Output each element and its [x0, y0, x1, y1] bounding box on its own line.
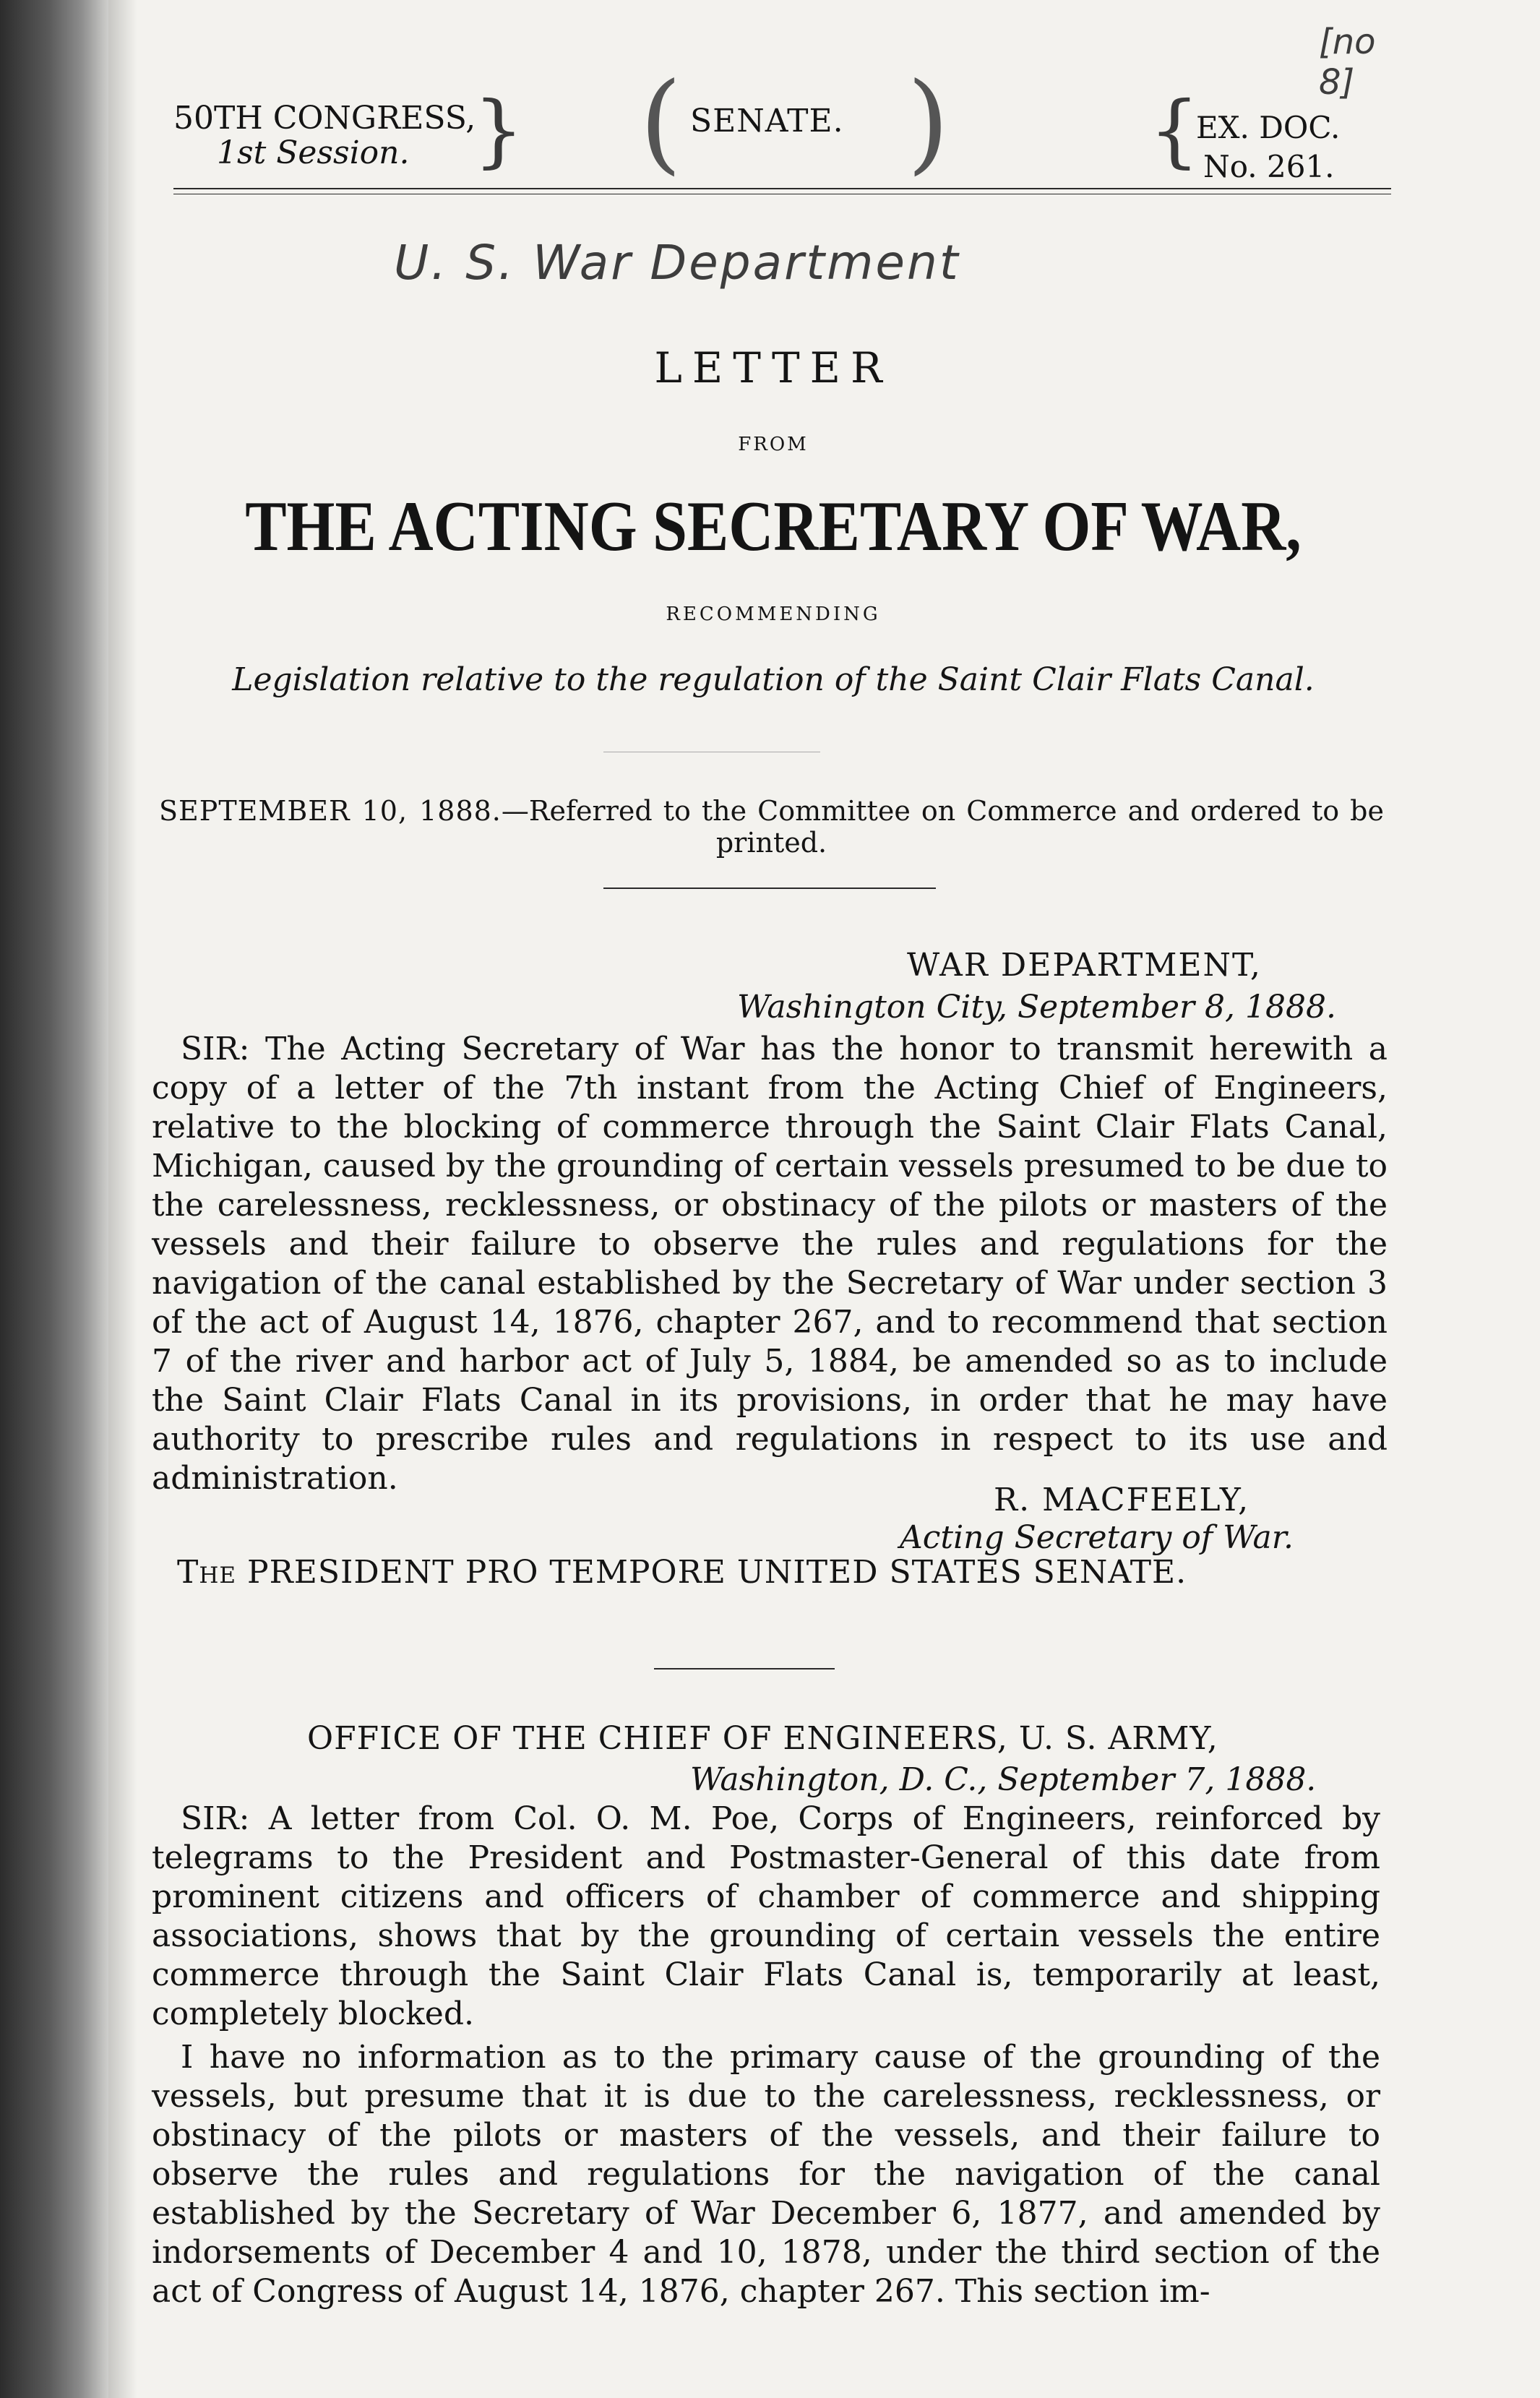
recommending-label: RECOMMENDING	[666, 603, 881, 625]
chief-engineers-heading: OFFICE OF THE CHIEF OF ENGINEERS, U. S. ARMY,	[307, 1720, 1218, 1757]
letter-heading: LETTER	[654, 343, 892, 392]
subject-line: Legislation relative to the regulation of the Saint Clair Flats Canal.	[232, 661, 1315, 698]
header-rule-top	[173, 188, 1391, 189]
doc-number-label: No. 261.	[1203, 149, 1335, 184]
book-binding-edge	[0, 0, 108, 2398]
chamber-label: SENATE.	[690, 103, 844, 139]
congress-label	[173, 101, 476, 171]
session-label: 1st Session.	[217, 134, 410, 171]
letter1-salutation: SIR:	[181, 1031, 250, 1067]
letter1-addressee: The PRESIDENT PRO TEMPORE UNITED STATES SENATE.	[177, 1554, 1187, 1591]
referral-note	[159, 795, 1384, 859]
header-paren-right: )	[907, 60, 950, 186]
letter2-paragraph-2: I have no information as to the primary cause of the grounding of the vessels, but presume that it is due to the carelessness, recklessness, or obstinacy of the pilots or masters of the vessels, and their failure to observe the rules and regulations for the navigation of the canal established by the Secretary of War December 6, 1877, and amended by indorsements of December 4 and 10, 1878, under the third section of the act of Congress of August 14, 1876, chapter 267. This section im-	[152, 2039, 1380, 2310]
war-department-heading: WAR DEPARTMENT,	[907, 947, 1262, 984]
header-brace-left: }	[473, 84, 524, 176]
letter1-signer-title: Acting Secretary of War.	[900, 1519, 1294, 1556]
header-brace-right: {	[1149, 84, 1200, 176]
divider-short-3	[654, 1668, 835, 1669]
document-page	[141, 0, 1406, 2398]
letter1-signer: R. MACFEELY,	[994, 1482, 1250, 1518]
referral-text: —Referred to the Committee on Commerce and ordered to be printed.	[501, 795, 1384, 859]
letter1-body	[152, 1030, 1388, 1498]
handwritten-author-note: U. S. War Department	[394, 235, 960, 291]
from-label: FROM	[738, 434, 809, 455]
binding-shadow	[108, 0, 137, 2398]
handwritten-catalog-note: [no 8]	[1319, 22, 1376, 103]
congress-number: 50TH CONGRESS,	[173, 100, 476, 137]
letter2-paragraph-1	[152, 1800, 1380, 2034]
letter2-para1-text: A letter from Col. O. M. Poe, Corps of Engineers, reinforced by telegrams to the President and Postmaster-General of this date from prominent citizens and officers of chamber of commerce and shipping associations, shows that by the grounding of certain vessels the entire commerce through the Saint Clair Flats Canal is, temporarily at least, completely blocked.	[152, 1800, 1380, 2032]
main-title: THE ACTING SECRETARY OF WAR,	[245, 486, 1302, 566]
doc-type-label: EX. DOC.	[1196, 110, 1341, 145]
letter2-place-date: Washington, D. C., September 7, 1888.	[690, 1761, 1317, 1798]
document-number-block	[1196, 108, 1340, 186]
letter1-place-date: Washington City, September 8, 1888.	[737, 989, 1336, 1026]
divider-short-2	[603, 888, 936, 889]
header-paren-left: (	[640, 60, 682, 186]
referral-date: SEPTEMBER 10, 1888.	[159, 795, 502, 827]
letter2-salutation: SIR:	[181, 1800, 250, 1837]
letter1-body-text: The Acting Secretary of War has the honor to transmit herewith a copy of a letter of the 7th instant from the Acting Chief of Engineers, relative to the blocking of commerce through the Saint Clair Flats Canal, Michigan, caused by the grounding of certain vessels presumed to be due to the carelessness, recklessness, or obstinacy of the pilots or masters of the vessels and their failure to observe the rules and regulations for the navigation of the canal established by the Secretary of War under section 3 of the act of August 14, 1876, chapter 267, and to recommend that section 7 of the river and harbor act of July 5, 1884, be amended so as to include the Saint Clair Flats Canal in its provisions, in order that he may have authority to prescribe rules and regulations in respect to its use and administration.	[152, 1031, 1388, 1497]
